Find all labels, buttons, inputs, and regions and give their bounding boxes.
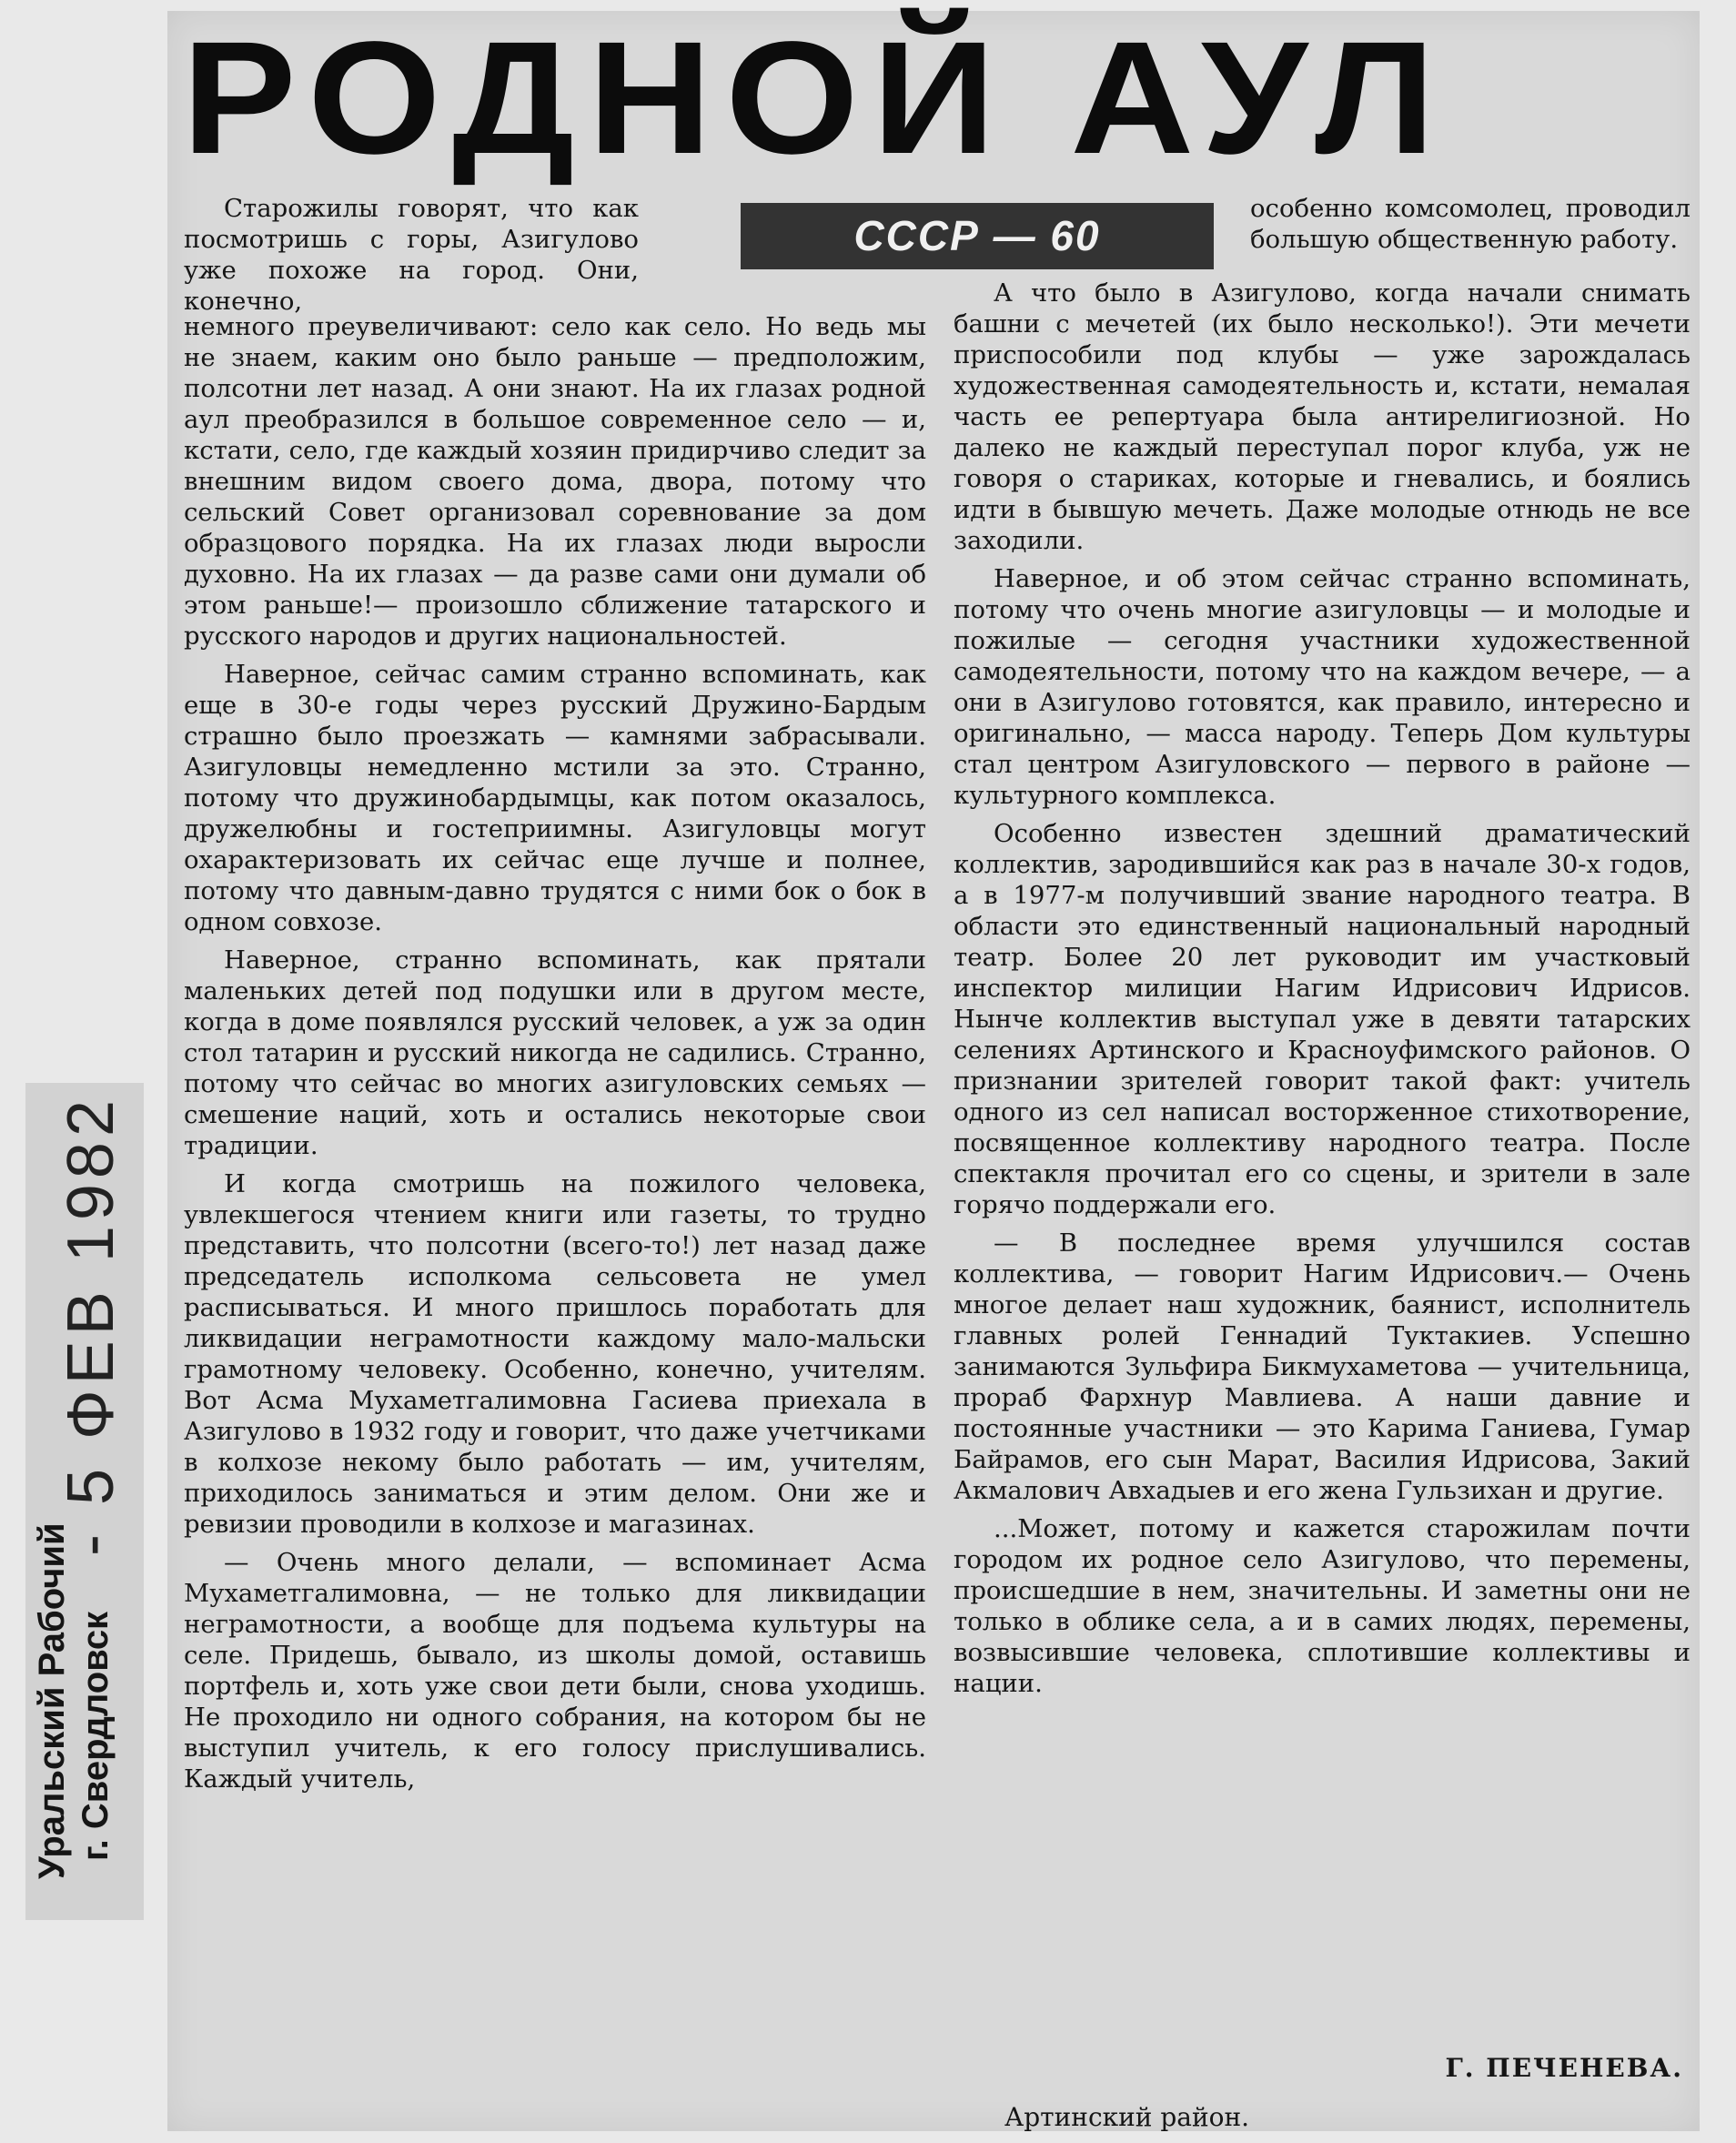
stamp-city: г. Свердловск [76,1611,116,1861]
right-column [954,278,1691,2007]
paragraph: — Очень много делали, — вспоминает Асма Мухаметгалимовна, — не только для ликвидации неграмотности, а вообще для подъема культуры на селе. Придешь, бывало, из школы домой, оставишь портфель и, хоть уже свои дети были, снова уходишь. Не проходило ни одного собрания, на котором бы не выступил учитель, к его голосу прислушивались. Каждый учитель, [184,1548,926,1794]
paragraph: Наверное, и об этом сейчас странно вспоминать, потому что очень многие азигуловцы — и молодые и пожилые — сегодня участники художественной самодеятельности, потому что на каждом вечере, — а они в Азигулово готовятся, как правило, интересно и оригинально, — масса народу. Теперь Дом культуры стал центром Азигуловского — первого в районе — культурного комплекса. [954,564,1691,810]
date-stamp: - 5 ФЕВ 1982 [55,1095,127,1556]
stamp-newspaper-name: Уральский Рабочий [32,1522,72,1879]
rubric-badge: СССР — 60 [741,203,1214,269]
paragraph: Особенно известен здешний драматический коллектив, зародившийся как раз в начале 30-х годов, а в 1977-м получивший звание народного театра. В области это единственный национальный народный театр. Более 20 лет руководит им участковый инспектор милиции Нагим Идрисович Идрисов. Нынче коллектив выступал уже в девяти татарских селениях Артинского и Красноуфимского районов. О признании зрителей говорит такой факт: учитель одного из сел написал восторженное стихотворение, посвященное коллективу народного театра. После спектакля прочитал его со сцены, и зрители в зале горячо поддержали его. [954,819,1691,1219]
right-top-paragraph: особенно комсомолец, проводил большую общественную работу. [1250,194,1691,254]
author-district: Артинский район. [1004,2102,1250,2132]
author-signature: Г. ПЕЧЕНЕВА. [1445,2053,1683,2083]
paragraph: Наверное, сейчас самим странно вспоминать, как еще в 30-е годы через русский Дружино-Бардым страшно было проезжать — камнями забрасывали. Азигуловцы немедленно мстили за это. Странно, потому что дружинобардымцы, как потом оказалось, дружелюбны и гостеприимны. Азигуловцы могут охарактеризовать их сейчас еще лучше и полнее, потому что давным-давно трудятся с ними бок о бок в одном совхозе. [184,660,926,936]
paragraph: И когда смотришь на пожилого человека, увлекшегося чтением книги или газеты, то трудно представить, что полсотни (всего-то!) лет назад даже председатель исполкома сельсовета не умел расписываться. И много пришлось поработать для ликвидации неграмотности каждому мало-мальски грамотному человеку. Особенно, конечно, учителям. Вот Асма Мухаметгалимовна Гасиева приехала в Азигулово в 1932 году и говорит, что даже учетчиками в колхозе некому было работать — им, учителям, приходилось заниматься и этим делом. Они же и ревизии проводили в колхозе и магазинах. [184,1169,926,1539]
paragraph: немного преувеличивают: село как село. Но ведь мы не знаем, каким оно было раньше — предположим, полсотни лет назад. А они знают. На их глазах родной аул преобразился в большое современное село — и, кстати, село, где каждый хозяин придирчиво следит за внешним видом своего дома, двора, потому что сельский Совет организовал соревнование за дом образцового порядка. На их глазах люди выросли духовно. На их глазах — да разве сами они думали об этом раньше!— произошло сближение татарского и русского народов и других национальностей. [184,312,926,651]
intro-text [184,193,639,317]
paragraph: Наверное, странно вспоминать, как прятали маленьких детей под подушки или в другом месте, когда в доме появлялся русский человек, а уж за один стол татарин и русский никогда не садились. Странно, потому что сейчас во многих азигуловских семьях — смешение наций, хоть и остались некоторые свои традиции. [184,945,926,1160]
paragraph: А что было в Азигулово, когда начали снимать башни с мечетей (их было несколько!). Эти мечети приспособили под клубы — уже зарождалась художественная самодеятельность и, кстати, немалая часть ее репертуара была антирелигиозной. Но далеко не каждый переступал порог клуба, уж не говоря о стариках, которые и гневались, и боялись идти в бывшую мечеть. Даже молодые отнюдь не все заходили. [954,278,1691,555]
left-column [184,311,926,2122]
headline: РОДНОЙ АУЛ [182,9,1449,187]
right-column-top [1250,193,1691,255]
paragraph: ...Может, потому и кажется старожилам почти городом их родное село Азигулово, что перемены, происшедшие в нем, значительны. И заметны они не только в облике села, а и в самих людях, перемены, возвысившие человека, сплотившие коллективы и нации. [954,1514,1691,1698]
paragraph: — В последнее время улучшился состав коллектива, — говорит Нагим Идрисович.— Очень многое делает наш художник, баянист, исполнитель главных ролей Геннадий Туктакиев. Успешно занимаются Зульфира Бикмухаметова — учительница, прораб Фархнур Мавлиева. А наши давние и постоянные участники — это Карима Ганиева, Гумар Байрамов, его сын Марат, Василия Идрисова, Закий Акмалович Авхадыев и его жена Гульзихан и другие. [954,1228,1691,1505]
intro-paragraph: Старожилы говорят, что как посмотришь с горы, Азигулово уже похоже на город. Они, конечно, [184,194,639,316]
